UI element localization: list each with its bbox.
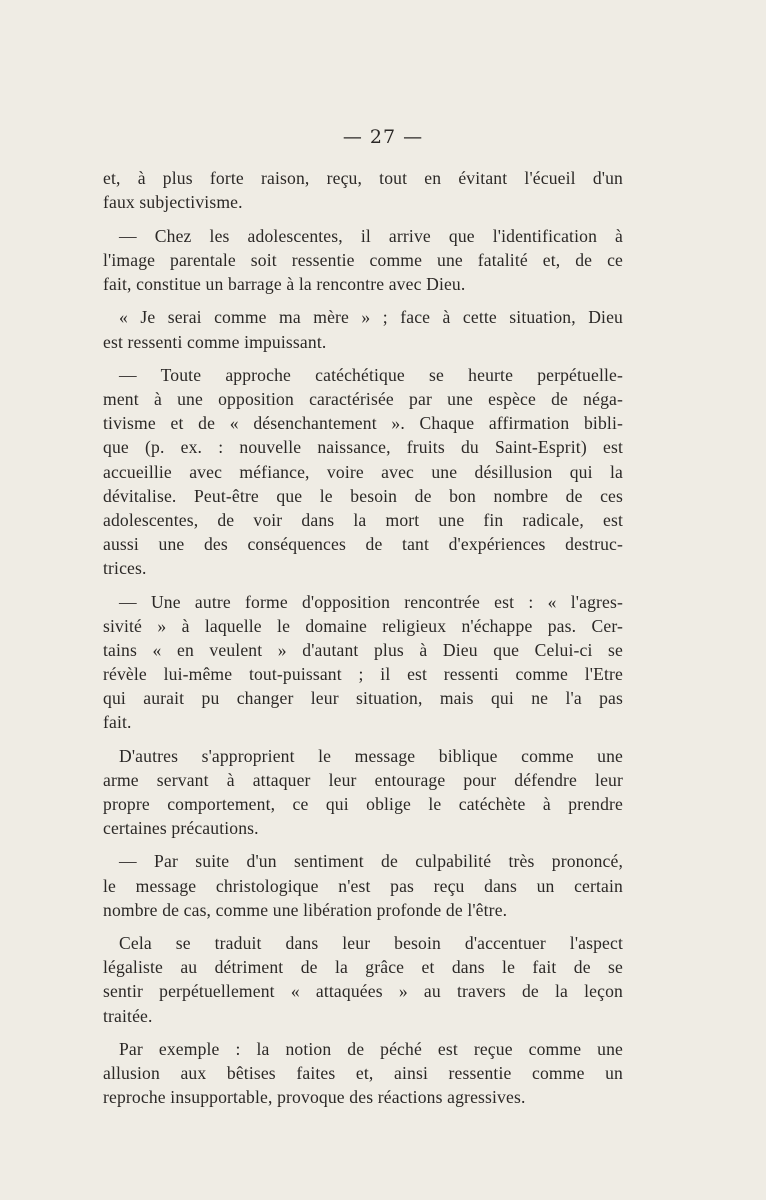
paragraph [103,931,623,1027]
text-line: fait, constitue un barrage à la rencontre avec Dieu. [103,273,466,294]
page-number: — 27 — [342,126,424,148]
text-line: que (p. ex. : nouvelle naissance, fruits du Saint-Esprit) est [103,437,623,458]
text-line: qui aurait pu changer leur situation, mais qui ne l'a pas [103,687,623,708]
text-line: reproche insupportable, provoque des réactions agressives. [103,1087,526,1108]
paragraph [103,590,623,735]
paragraph [103,305,623,353]
text-line: certaines précautions. [103,817,259,838]
text-line: Par exemple : la notion de péché est reçue comme une [119,1039,623,1060]
text-line: — Toute approche catéchétique se heurte perpétuelle- [119,365,623,386]
text-line: ment à une opposition caractérisée par une espèce de néga- [103,389,623,410]
text-line: — Chez les adolescentes, il arrive que l'identification à [119,225,623,246]
text-line: légaliste au détriment de la grâce et dans le fait de se [103,957,623,978]
text-line: allusion aux bêtises faites et, ainsi ressentie comme un [103,1063,623,1084]
paragraph [103,166,623,214]
text-line: et, à plus forte raison, reçu, tout en évitant l'écueil d'un [103,168,623,188]
paragraph [103,224,623,296]
text-line: l'image parentale soit ressentie comme une fatalité et, de ce [103,249,623,270]
text-line: dévitalise. Peut-être que le besoin de bon nombre de ces [103,485,623,506]
text-line: sivité » à laquelle le domaine religieux n'échappe pas. Cer- [103,615,623,636]
paragraph [103,849,623,921]
text-line: tivisme et de « désenchantement ». Chaque affirmation bibli- [103,413,623,434]
text-line: — Par suite d'un sentiment de culpabilité très prononcé, [119,851,623,872]
body-text [103,166,623,1119]
text-line: faux subjectivisme. [103,192,243,213]
text-line: Cela se traduit dans leur besoin d'accentuer l'aspect [119,933,623,954]
text-line: propre comportement, ce qui oblige le catéchète à prendre [103,793,623,814]
text-line: — Une autre forme d'opposition rencontrée est : « l'agres- [119,591,623,612]
text-line: traitée. [103,1005,153,1026]
text-line: aussi une des conséquences de tant d'expériences destruc- [103,533,623,554]
text-line: D'autres s'approprient le message biblique comme une [119,745,623,766]
text-line: nombre de cas, comme une libération profonde de l'être. [103,899,508,920]
text-line: est ressenti comme impuissant. [103,331,327,352]
text-line: trices. [103,557,147,578]
text-line: fait. [103,711,132,732]
text-line: arme servant à attaquer leur entourage pour défendre leur [103,769,623,790]
text-line: accueillie avec méfiance, voire avec une désillusion qui la [103,461,623,482]
text-line: révèle lui-même tout-puissant ; il est ressenti comme l'Etre [103,663,623,684]
paragraph [103,744,623,840]
text-line: sentir perpétuellement « attaquées » au travers de la leçon [103,981,623,1002]
text-line: « Je serai comme ma mère » ; face à cette situation, Dieu [119,307,623,328]
paragraph [103,363,623,580]
text-line: le message christologique n'est pas reçu dans un certain [103,875,623,896]
text-line: adolescentes, de voir dans la mort une fin radicale, est [103,509,623,530]
paragraph [103,1037,623,1109]
text-line: tains « en veulent » d'autant plus à Dieu que Celui-ci se [103,639,623,660]
